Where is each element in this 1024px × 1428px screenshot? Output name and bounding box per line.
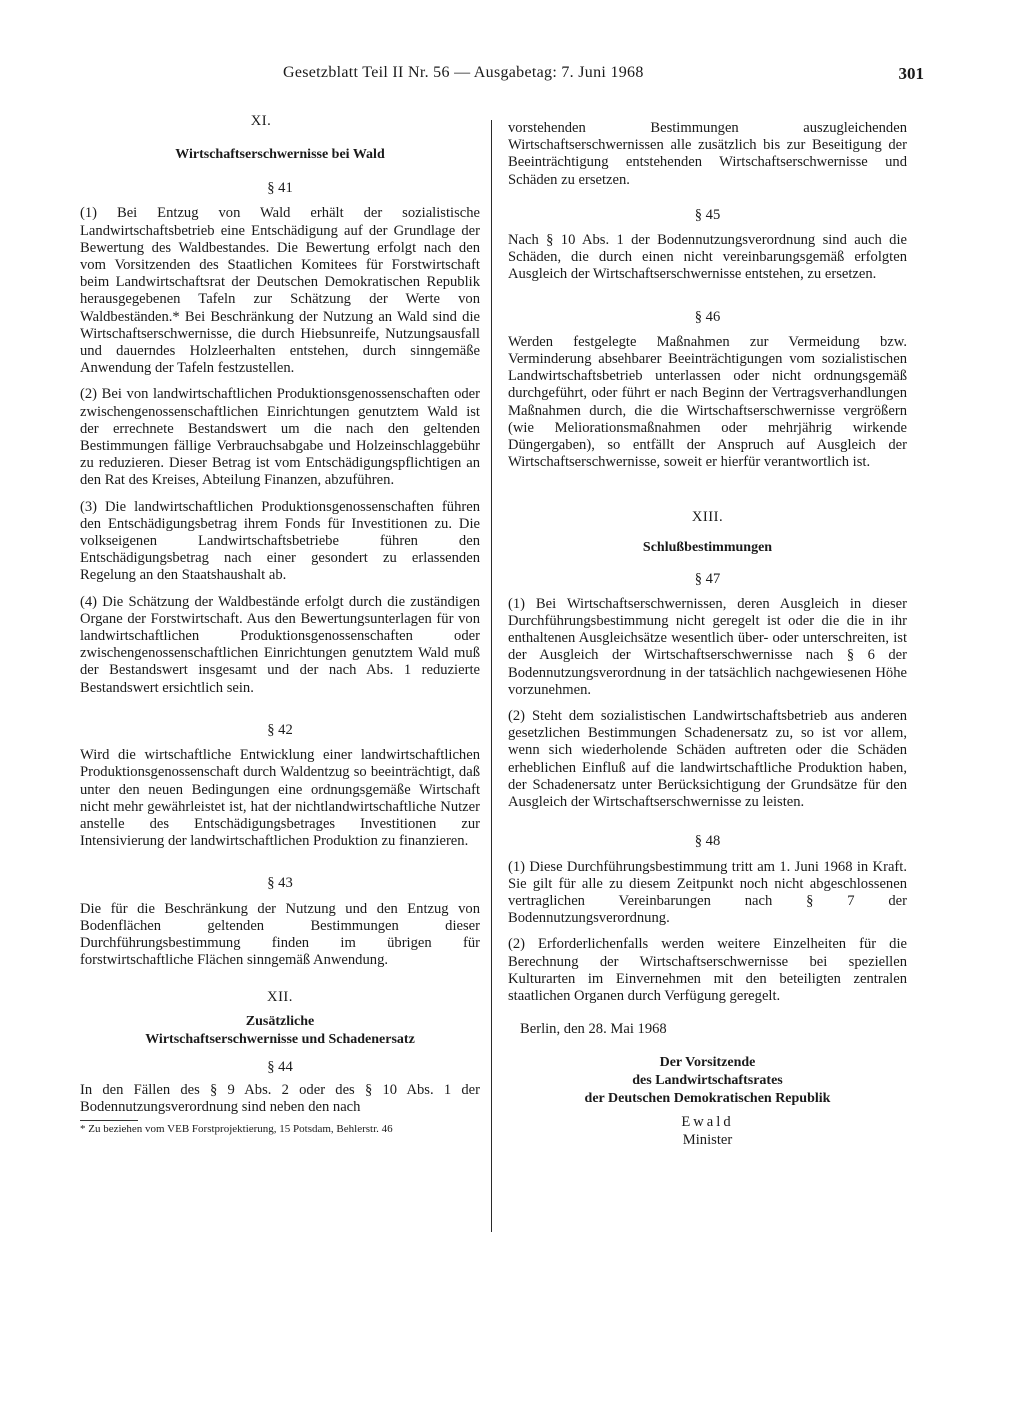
signature-line-3: der Deutschen Demokratischen Republik	[584, 1091, 831, 1107]
running-title: Gesetzblatt Teil II Nr. 56 — Ausgabetag: 7. Juni 1968	[283, 64, 644, 81]
section-heading-xiii: Schlußbestimmungen	[642, 539, 773, 555]
left-column	[80, 113, 480, 1136]
footnote: * Zu beziehen vom VEB Forstprojektierung, 15 Potsdam, Behlerstr. 46	[80, 1123, 393, 1136]
paragraph-45-text: Nach § 10 Abs. 1 der Bodennutzungsverordnung sind auch die Schäden, die durch einen nicht vereinbarungsgemäß erfolgten Ausgleich der Wirtschaftserschwernisse entstehen, zu ersetzen.	[508, 232, 907, 283]
paragraph-sign-44: § 44	[267, 1058, 293, 1075]
section-heading-xi: Wirtschaftserschwernisse bei Wald	[175, 147, 385, 163]
paragraph-43-text: Die für die Beschränkung der Nutzung und den Entzug von Bodenflächen geltenden Bestimmungen dieser Durchführungsbestimmung finden im übrigen für forstwirtschaftliche Flächen sinngemäß Anwendung.	[80, 900, 480, 969]
paragraph-44-continued: vorstehenden Bestimmungen auszugleichenden Wirtschaftserschwernissen alle zusätzlich bis zur Beseitigung der Beeinträchtigung entstehenden Wirtschaftserschwernisse und Schäden zu ersetzen.	[508, 120, 907, 188]
section-heading-xii-line-1: Zusätzliche	[245, 1013, 315, 1029]
section-number-xiii: XIII.	[691, 509, 724, 526]
paragraph-41-3: (3) Die landwirtschaftlichen Produktionsgenossenschaften führen den Entschädigungsbetrag ihrem Fonds für Investitionen zu. Die volkseigenen Landwirtschaftsbetriebe führen den Entschädigungsbetrag nach einer gesondert zu erlassenden Regelung an den Staatshaushalt ab.	[80, 498, 480, 584]
column-divider	[491, 120, 492, 1232]
page-number: 301	[898, 64, 924, 83]
paragraph-sign-48: § 48	[694, 833, 721, 850]
signature-line-2: des Landwirtschaftsrates	[632, 1073, 783, 1089]
paragraph-42-text: Wird die wirtschaftliche Entwicklung einer landwirtschaftlichen Produktionsgenossenschaft durch Waldentzug so beeinträchtigt, daß unter den neuen Bedingungen eine ordnungsgemäße Wirtschaft nicht mehr gewährleistet ist, hat der nichtlandwirtschaftliche Nutzer anstelle des Entschädigungsbetrages Investitionen zur Intensivierung der landwirtschaftlichen Produktion zu finanzieren.	[80, 747, 480, 850]
paragraph-46-text: Werden festgelegte Maßnahmen zur Vermeidung bzw. Verminderung absehbarer Beeinträchtigungen vom sozialistischen Landwirtschaftsbetrieb unterlassen oder nicht ordnungsgemäß durchgeführt, oder führt er nach Beginn der Vertragsverhandlungen Maßnahmen durch, die die Wirtschaftserschwernisse vergrößern (wie Meliorationsmaßnahmen oder mehrjährig wirkende Düngergaben), so entfällt der Anspruch auf Ausgleich der Wirtschaftserschwernisse, soweit er hierfür verantwortlich ist.	[508, 333, 907, 471]
signature-block	[508, 1054, 907, 1148]
section-number-xi: XI.	[250, 113, 272, 129]
paragraph-sign-41: § 41	[267, 180, 293, 197]
paragraph-41-4: (4) Die Schätzung der Waldbestände erfolgt durch die zuständigen Organe der Forstwirtschaft. Aus den Bewertungsunterlagen für von landwirtschaftlichen Produktionsgenossenschaften oder zwischengenossenschaftlichen Einrichtungen genutztem Wald muß der Bestandswert insgesamt und der nach Abs. 1 reduzierte Bestandswert ersichtlich sein.	[80, 593, 480, 696]
paragraph-sign-43: § 43	[267, 875, 293, 892]
paragraph-sign-42: § 42	[267, 721, 293, 738]
signature-line-1: Der Vorsitzende	[659, 1055, 756, 1071]
paragraph-48-2: (2) Erforderlichenfalls werden weitere Einzelheiten für die Berechnung der Wirtschaftserschwernisse bei speziellen Kulturarten im Einvernehmen mit den beteiligten zentralen staatlichen Organen durch Verfügung geregelt.	[508, 936, 907, 1004]
paragraph-47-1: (1) Bei Wirtschaftserschwernissen, deren Ausgleich in dieser Durchführungsbestimmung nicht geregelt ist oder die die in ihr enthaltenen Ausgleichsätze wesentlich über- oder unterschreiten, ist der Ausgleich der Wirtschaftserschwernisse nach § 6 der Bodennutzungsverordnung in der tatsächlich nachgewiesenen Höhe vorzunehmen.	[508, 595, 907, 698]
paragraph-sign-46: § 46	[694, 308, 721, 325]
paragraph-sign-45: § 45	[694, 206, 721, 223]
paragraph-41-2: (2) Bei von landwirtschaftlichen Produktionsgenossenschaften oder zwischengenossenschaftlichen Einrichtungen genutztem Wald ist der errechnete Bestandswert um die nach den geltenden Bestimmungen fällige Verbrauchsabgabe und Holzeinschlaggebühr zu reduzieren. Dieser Betrag ist vom Entschädigungspflichtigen an den Rat des Kreises, Abteilung Finanzen, abzuführen.	[80, 386, 480, 489]
right-column	[508, 120, 907, 1149]
paragraph-47-2: (2) Steht dem sozialistischen Landwirtschaftsbetrieb aus anderen gesetzlichen Bestimmungen Schadenersatz zu, so ist vor allem, wenn sich wiederholende Schäden auftreten oder die Schäden erheblichen Einfluß auf die landwirtschaftliche Produktion haben, der Schadenersatz unter Berücksichtigung der Grundsätze für den Ausgleich der Wirtschaftserschwernisse zu leisten.	[508, 708, 907, 811]
signatory-name: Ewald	[681, 1114, 734, 1131]
section-heading-xii-line-2: Wirtschaftserschwernisse und Schadenersatz	[145, 1031, 415, 1047]
footnote-rule	[80, 1120, 138, 1121]
section-number-xii: XII.	[267, 989, 293, 1006]
paragraph-48-1: (1) Diese Durchführungsbestimmung tritt am 1. Juni 1968 in Kraft. Sie gilt für alle zu diesem Zeitpunkt noch nicht abgeschlossenen vertraglichen Vereinbarungen nach § 7 der Bodennutzungsverordnung.	[508, 858, 907, 927]
paragraph-41-1: (1) Bei Entzug von Wald erhält der sozialistische Landwirtschaftsbetrieb eine Entschädigung auf der Grundlage der Bewertung des Waldbestandes. Die Bewertung erfolgt nach den vom Vorsitzenden des Staatlichen Komitees für Forstwirtschaft beim Landwirtschaftsrat der Deutschen Demokratischen Republik herausgegebenen Tafeln zur Schätzung der Werte von Waldbeständen.* Bei Beschränkung der Nutzung an Wald sind die Wirtschaftserschwernisse, die durch Hiebsunreife, Nutzungsausfall und dauerndes Holzleerhalten entstehen, durch sinngemäße Anwendung der Tafeln festzustellen.	[80, 205, 480, 377]
paragraph-44-text: In den Fällen des § 9 Abs. 2 oder des § 10 Abs. 1 der Bodennutzungsverordnung sind neben den nach	[80, 1081, 480, 1115]
page-header	[283, 64, 924, 88]
paragraph-sign-47: § 47	[694, 570, 721, 587]
place-and-date: Berlin, den 28. Mai 1968	[520, 1021, 667, 1038]
signatory-title: Minister	[682, 1131, 733, 1148]
